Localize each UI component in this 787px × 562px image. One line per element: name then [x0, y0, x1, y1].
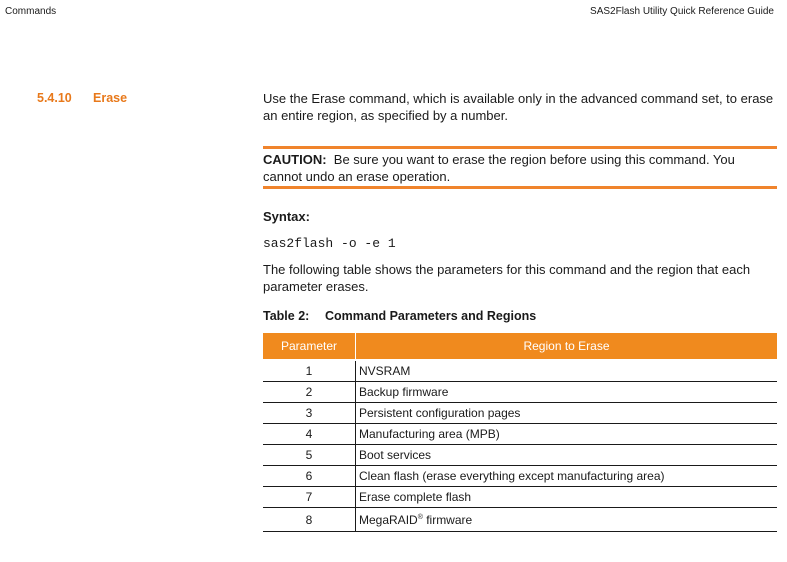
running-header-title: SAS2Flash Utility Quick Reference Guide — [590, 6, 774, 17]
cell-parameter: 6 — [263, 466, 356, 487]
header-parameter: Parameter — [263, 333, 356, 360]
syntax-command: sas2flash -o -e 1 — [263, 236, 396, 251]
syntax-label: Syntax: — [263, 209, 310, 224]
table-row — [263, 508, 777, 532]
cell-region: Persistent configuration pages — [356, 403, 778, 424]
header-region: Region to Erase — [356, 333, 778, 360]
cell-parameter: 2 — [263, 382, 356, 403]
running-header-section: Commands — [5, 6, 57, 17]
caution-label: CAUTION: — [263, 152, 327, 167]
cell-region: Manufacturing area (MPB) — [356, 424, 778, 445]
cell-parameter: 5 — [263, 445, 356, 466]
table-row — [263, 382, 777, 403]
intro-paragraph: Use the Erase command, which is available only in the advanced command set, to erase an entire region, as specified by a number. — [263, 91, 774, 123]
table-header-row — [263, 333, 777, 360]
cell-parameter: 8 — [263, 508, 356, 532]
caution-text: Be sure you want to erase the region before using this command. You cannot undo an erase operation. — [263, 152, 735, 184]
registered-mark: ® — [417, 513, 423, 521]
cell-region — [356, 508, 778, 532]
region-name: MegaRAID — [359, 512, 418, 527]
cell-region: Backup firmware — [356, 382, 778, 403]
table-caption — [263, 309, 777, 323]
table-row — [263, 466, 777, 487]
cell-parameter: 1 — [263, 360, 356, 382]
parameters-table — [263, 333, 777, 532]
cell-region: Boot services — [356, 445, 778, 466]
table-intro-paragraph: The following table shows the parameters for this command and the region that each parameter erases. — [263, 262, 751, 294]
region-suffix: firmware — [422, 512, 473, 527]
caution-box — [263, 146, 777, 189]
table-row — [263, 360, 777, 382]
cell-parameter: 4 — [263, 424, 356, 445]
cell-region: NVSRAM — [356, 360, 778, 382]
cell-region: Clean flash (erase everything except manufacturing area) — [356, 466, 778, 487]
section-title: Erase — [93, 91, 128, 105]
cell-parameter: 7 — [263, 487, 356, 508]
section-number: 5.4.10 — [37, 91, 72, 105]
table-caption-title: Command Parameters and Regions — [325, 309, 537, 323]
table-row — [263, 424, 777, 445]
table-caption-label: Table 2: — [263, 309, 310, 323]
table-row — [263, 487, 777, 508]
cell-region: Erase complete flash — [356, 487, 778, 508]
table-row — [263, 445, 777, 466]
table-row — [263, 403, 777, 424]
cell-parameter: 3 — [263, 403, 356, 424]
